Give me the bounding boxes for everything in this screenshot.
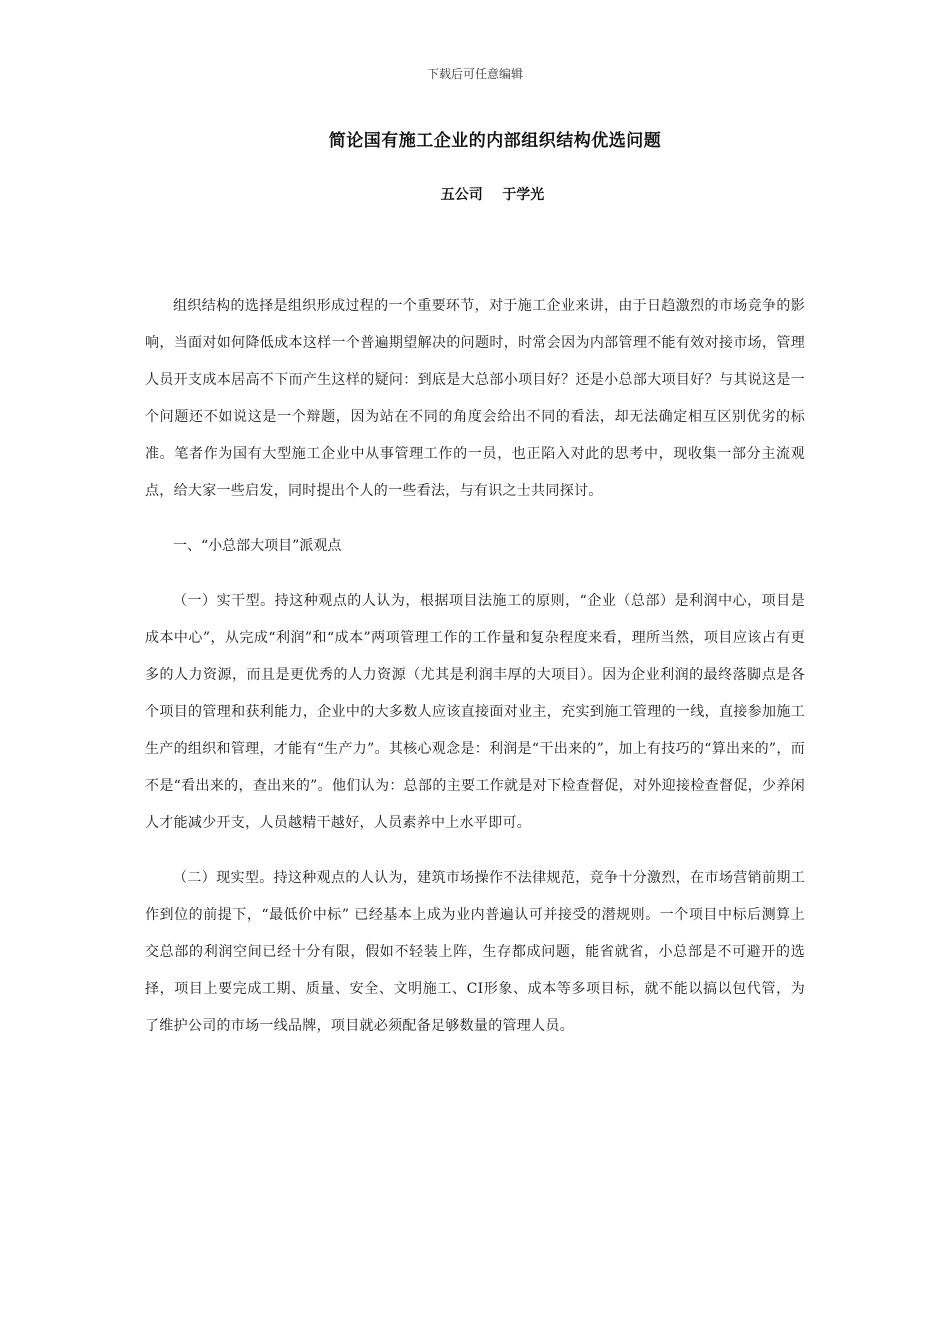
- intro-paragraph: 组织结构的选择是组织形成过程的一个重要环节，对于施工企业来讲，由于日趋激烈的市场竞争的影响，当面对如何降低成本这样一个普遍期望解决的问题时，时常会因为内部管理不能有效对接市场，管理人员开支成本居高不下而产生这样的疑问：到底是大总部小项目好？还是小总部大项目好？与其说这是一个问题还不如说这是一个辩题，因为站在不同的角度会给出不同的看法，却无法确定相互区别优劣的标准。笔者作为国有大型施工企业中从事管理工作的一员，也正陷入对此的思考中，现收集一部分主流观点，给大家一些启发，同时提出个人的一些看法，与有识之士共同探讨。: [145, 298, 805, 499]
- point-paragraph-2: （二）现实型。持这种观点的人认为，建筑市场操作不法律规范，竞争十分激烈，在市场营销前期工作到位的前提下，“最低价中标” 已经基本上成为业内普遍认可并接受的潜规则。一个项目中标后测算上交总部的利润空间已经十分有限，假如不轻装上阵，生存都成问题，能省就省，小总部是不可避开的选择，项目上要完成工期、质量、安全、文明施工、CI形象、成本等多项目标，就不能以搞以包代管，为了维护公司的市场一线品牌，项目就必须配备足够数量的管理人员。: [145, 870, 805, 1034]
- document-body: [145, 288, 805, 1045]
- section-heading: 一、“小总部大项目”派观点: [173, 538, 342, 554]
- page-header-note: 下载后可任意编辑: [426, 67, 523, 81]
- point-paragraph-1: （一）实干型。持这种观点的人认为，根据项目法施工的原则，“企业（总部）是利润中心，项目是成本中心”，从完成“利润”和“成本”两项管理工作的工作量和复杂程度来看，理所当然，项目应该占有更多的人力资源，而且是更优秀的人力资源（尤其是利润丰厚的大项目）。因为企业利润的最终落脚点是各个项目的管理和获利能力，企业中的大多数人应该直接面对业主，充实到施工管理的一线，直接参加施工生产的组织和管理，才能有“生产力”。其核心观念是：利润是“干出来的”，加上有技巧的“算出来的”，而不是“看出来的，查出来的”。他们认为：总部的主要工作就是对下检查督促，对外迎接检查督促，少养闲人才能减少开支，人员越精干越好，人员素养中上水平即可。: [145, 593, 805, 831]
- document-author: 五公司 于学光: [440, 187, 545, 203]
- document-title: 简论国有施工企业的内部组织结构优选问题: [328, 131, 662, 151]
